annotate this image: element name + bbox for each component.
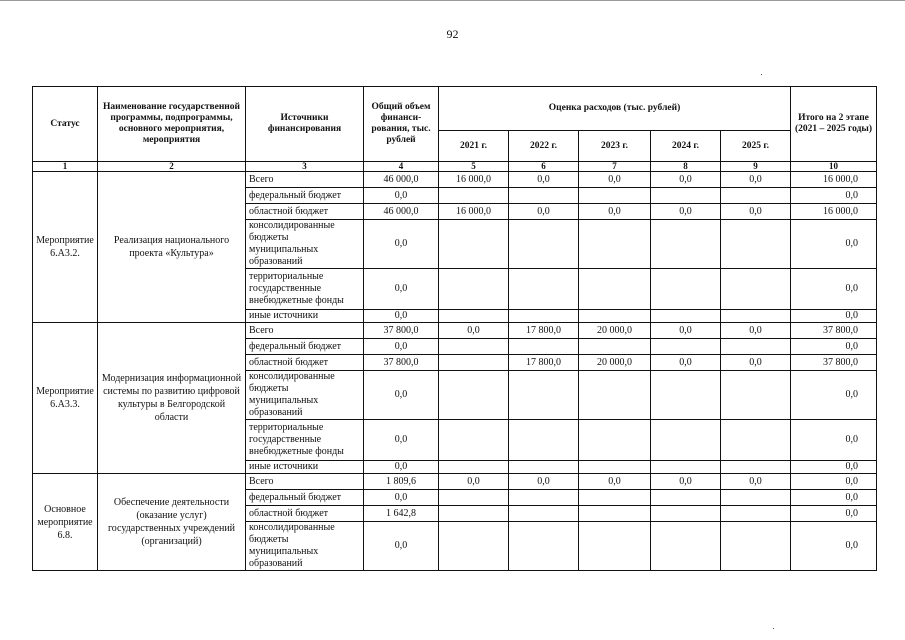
- column-number: 7: [579, 162, 651, 172]
- funding-source-cell: иные источники: [246, 310, 364, 323]
- page-number: 92: [446, 27, 459, 41]
- column-number: 6: [509, 162, 579, 172]
- stage-total-cell: 0,0: [791, 269, 877, 310]
- total-volume-cell: 46 000,0: [364, 172, 439, 188]
- stage-total-cell: 0,0: [791, 420, 877, 461]
- stage-total-cell: 0,0: [791, 461, 877, 474]
- total-volume-cell: 0,0: [364, 420, 439, 461]
- column-number: 9: [721, 162, 791, 172]
- year-value-cell: [579, 461, 651, 474]
- header-total-volume: Общий объем финанси-рования, тыс. рублей: [364, 87, 439, 162]
- stage-total-cell: 0,0: [791, 220, 877, 269]
- table-row: [33, 474, 877, 490]
- stage-total-cell: 0,0: [791, 506, 877, 522]
- year-value-cell: [579, 310, 651, 323]
- total-volume-cell: 37 800,0: [364, 355, 439, 371]
- year-value-cell: [439, 420, 509, 461]
- stage-total-cell: 37 800,0: [791, 323, 877, 339]
- program-name-cell: Обеспечение деятельности (оказание услуг) государственных учреждений (организаций): [98, 474, 246, 571]
- stage-total-cell: 0,0: [791, 522, 877, 571]
- year-value-cell: [439, 522, 509, 571]
- year-value-cell: 0,0: [579, 172, 651, 188]
- column-number: 5: [439, 162, 509, 172]
- year-value-cell: 0,0: [651, 474, 721, 490]
- year-value-cell: [579, 506, 651, 522]
- stage-total-cell: 0,0: [791, 188, 877, 204]
- funding-source-cell: федеральный бюджет: [246, 490, 364, 506]
- year-value-cell: 0,0: [721, 172, 791, 188]
- year-value-cell: 0,0: [651, 323, 721, 339]
- year-value-cell: [651, 420, 721, 461]
- total-volume-cell: 0,0: [364, 188, 439, 204]
- year-value-cell: [439, 506, 509, 522]
- funding-source-cell: консолидированные бюджеты муниципальных образований: [246, 220, 364, 269]
- year-value-cell: [509, 420, 579, 461]
- year-value-cell: 16 000,0: [439, 204, 509, 220]
- funding-source-cell: Всего: [246, 172, 364, 188]
- funding-source-cell: территориальные государственные внебюджетные фонды: [246, 420, 364, 461]
- year-value-cell: [651, 522, 721, 571]
- year-value-cell: [651, 461, 721, 474]
- year-value-cell: [439, 310, 509, 323]
- year-value-cell: 20 000,0: [579, 323, 651, 339]
- year-value-cell: [509, 506, 579, 522]
- funding-source-cell: консолидированные бюджеты муниципальных образований: [246, 371, 364, 420]
- year-value-cell: 0,0: [651, 355, 721, 371]
- year-value-cell: 17 800,0: [509, 323, 579, 339]
- total-volume-cell: 1 642,8: [364, 506, 439, 522]
- year-value-cell: [721, 461, 791, 474]
- year-value-cell: [509, 188, 579, 204]
- total-volume-cell: 0,0: [364, 269, 439, 310]
- year-value-cell: [439, 339, 509, 355]
- stage-total-cell: 0,0: [791, 310, 877, 323]
- funding-source-cell: областной бюджет: [246, 204, 364, 220]
- program-name-cell: Реализация национального проекта «Культура»: [98, 172, 246, 323]
- year-value-cell: 17 800,0: [509, 355, 579, 371]
- funding-source-cell: областной бюджет: [246, 506, 364, 522]
- year-value-cell: [439, 355, 509, 371]
- year-value-cell: 0,0: [721, 474, 791, 490]
- scan-top-edge: [0, 0, 905, 1]
- year-value-cell: 0,0: [509, 204, 579, 220]
- year-value-cell: [579, 420, 651, 461]
- year-value-cell: 0,0: [651, 204, 721, 220]
- year-value-cell: [651, 506, 721, 522]
- total-volume-cell: 1 809,6: [364, 474, 439, 490]
- year-value-cell: [439, 269, 509, 310]
- stage-total-cell: 0,0: [791, 371, 877, 420]
- stage-total-cell: 0,0: [791, 474, 877, 490]
- header-year-2021: 2021 г.: [439, 131, 509, 162]
- header-total-stage: Итого на 2 этапе (2021 – 2025 годы): [791, 87, 877, 162]
- year-value-cell: [721, 371, 791, 420]
- total-volume-cell: 37 800,0: [364, 323, 439, 339]
- year-value-cell: [721, 220, 791, 269]
- year-value-cell: [439, 461, 509, 474]
- funding-source-cell: консолидированные бюджеты муниципальных образований: [246, 522, 364, 571]
- year-value-cell: [439, 220, 509, 269]
- total-volume-cell: 0,0: [364, 490, 439, 506]
- year-value-cell: [721, 269, 791, 310]
- table-row: [33, 172, 877, 188]
- year-value-cell: [439, 371, 509, 420]
- year-value-cell: 0,0: [439, 474, 509, 490]
- column-number: 2: [98, 162, 246, 172]
- year-value-cell: [509, 490, 579, 506]
- total-volume-cell: 0,0: [364, 220, 439, 269]
- year-value-cell: [651, 269, 721, 310]
- stage-total-cell: 16 000,0: [791, 204, 877, 220]
- year-value-cell: [509, 220, 579, 269]
- total-volume-cell: 0,0: [364, 339, 439, 355]
- year-value-cell: 0,0: [579, 474, 651, 490]
- year-value-cell: [579, 269, 651, 310]
- year-value-cell: [509, 269, 579, 310]
- table-row: [33, 323, 877, 339]
- year-value-cell: [509, 522, 579, 571]
- total-volume-cell: 0,0: [364, 310, 439, 323]
- stage-total-cell: 0,0: [791, 490, 877, 506]
- header-year-2022: 2022 г.: [509, 131, 579, 162]
- year-value-cell: 16 000,0: [439, 172, 509, 188]
- header-sources: Источники финансирования: [246, 87, 364, 162]
- year-value-cell: [651, 490, 721, 506]
- year-value-cell: 0,0: [721, 323, 791, 339]
- column-number: 1: [33, 162, 98, 172]
- funding-source-cell: Всего: [246, 323, 364, 339]
- stage-total-cell: 0,0: [791, 339, 877, 355]
- year-value-cell: 0,0: [721, 355, 791, 371]
- year-value-cell: 0,0: [439, 323, 509, 339]
- year-value-cell: [439, 490, 509, 506]
- year-value-cell: [721, 310, 791, 323]
- year-value-cell: [651, 310, 721, 323]
- year-value-cell: [509, 371, 579, 420]
- total-volume-cell: 0,0: [364, 461, 439, 474]
- funding-source-cell: иные источники: [246, 461, 364, 474]
- scan-speck: [761, 74, 762, 75]
- year-value-cell: [721, 188, 791, 204]
- year-value-cell: [509, 339, 579, 355]
- year-value-cell: 0,0: [651, 172, 721, 188]
- funding-source-cell: федеральный бюджет: [246, 188, 364, 204]
- total-volume-cell: 46 000,0: [364, 204, 439, 220]
- year-value-cell: [651, 371, 721, 420]
- stage-total-cell: 16 000,0: [791, 172, 877, 188]
- year-value-cell: [651, 339, 721, 355]
- year-value-cell: 0,0: [509, 474, 579, 490]
- column-number: 3: [246, 162, 364, 172]
- stage-total-cell: 37 800,0: [791, 355, 877, 371]
- year-value-cell: [721, 420, 791, 461]
- year-value-cell: [509, 461, 579, 474]
- total-volume-cell: 0,0: [364, 522, 439, 571]
- year-value-cell: [721, 339, 791, 355]
- year-value-cell: [509, 310, 579, 323]
- year-value-cell: [579, 339, 651, 355]
- header-year-2023: 2023 г.: [579, 131, 651, 162]
- header-status: Статус: [33, 87, 98, 162]
- program-name-cell: Модернизация информационной системы по развитию цифровой культуры в Белгородской области: [98, 323, 246, 474]
- year-value-cell: 0,0: [509, 172, 579, 188]
- year-value-cell: 0,0: [579, 204, 651, 220]
- scan-speck: [773, 628, 774, 629]
- year-value-cell: [651, 188, 721, 204]
- total-volume-cell: 0,0: [364, 371, 439, 420]
- header-name: Наименование государственной программы, подпрограммы, основного мероприятия, мероприятия: [98, 87, 246, 162]
- header-expense-estimate: Оценка расходов (тыс. рублей): [439, 87, 791, 131]
- year-value-cell: [721, 522, 791, 571]
- year-value-cell: [579, 188, 651, 204]
- funding-source-cell: Всего: [246, 474, 364, 490]
- status-cell: Мероприятие 6.А3.3.: [33, 323, 98, 474]
- year-value-cell: [579, 220, 651, 269]
- column-number: 10: [791, 162, 877, 172]
- funding-source-cell: федеральный бюджет: [246, 339, 364, 355]
- year-value-cell: 20 000,0: [579, 355, 651, 371]
- year-value-cell: [439, 188, 509, 204]
- year-value-cell: 0,0: [721, 204, 791, 220]
- year-value-cell: [579, 522, 651, 571]
- year-value-cell: [721, 490, 791, 506]
- year-value-cell: [651, 220, 721, 269]
- header-year-2025: 2025 г.: [721, 131, 791, 162]
- column-number: 8: [651, 162, 721, 172]
- year-value-cell: [579, 371, 651, 420]
- column-number-row: [33, 162, 877, 172]
- status-cell: Мероприятие 6.А3.2.: [33, 172, 98, 323]
- expense-table: [32, 86, 877, 571]
- funding-source-cell: областной бюджет: [246, 355, 364, 371]
- funding-source-cell: территориальные государственные внебюджетные фонды: [246, 269, 364, 310]
- year-value-cell: [579, 490, 651, 506]
- status-cell: Основное мероприятие 6.8.: [33, 474, 98, 571]
- header-year-2024: 2024 г.: [651, 131, 721, 162]
- year-value-cell: [721, 506, 791, 522]
- column-number: 4: [364, 162, 439, 172]
